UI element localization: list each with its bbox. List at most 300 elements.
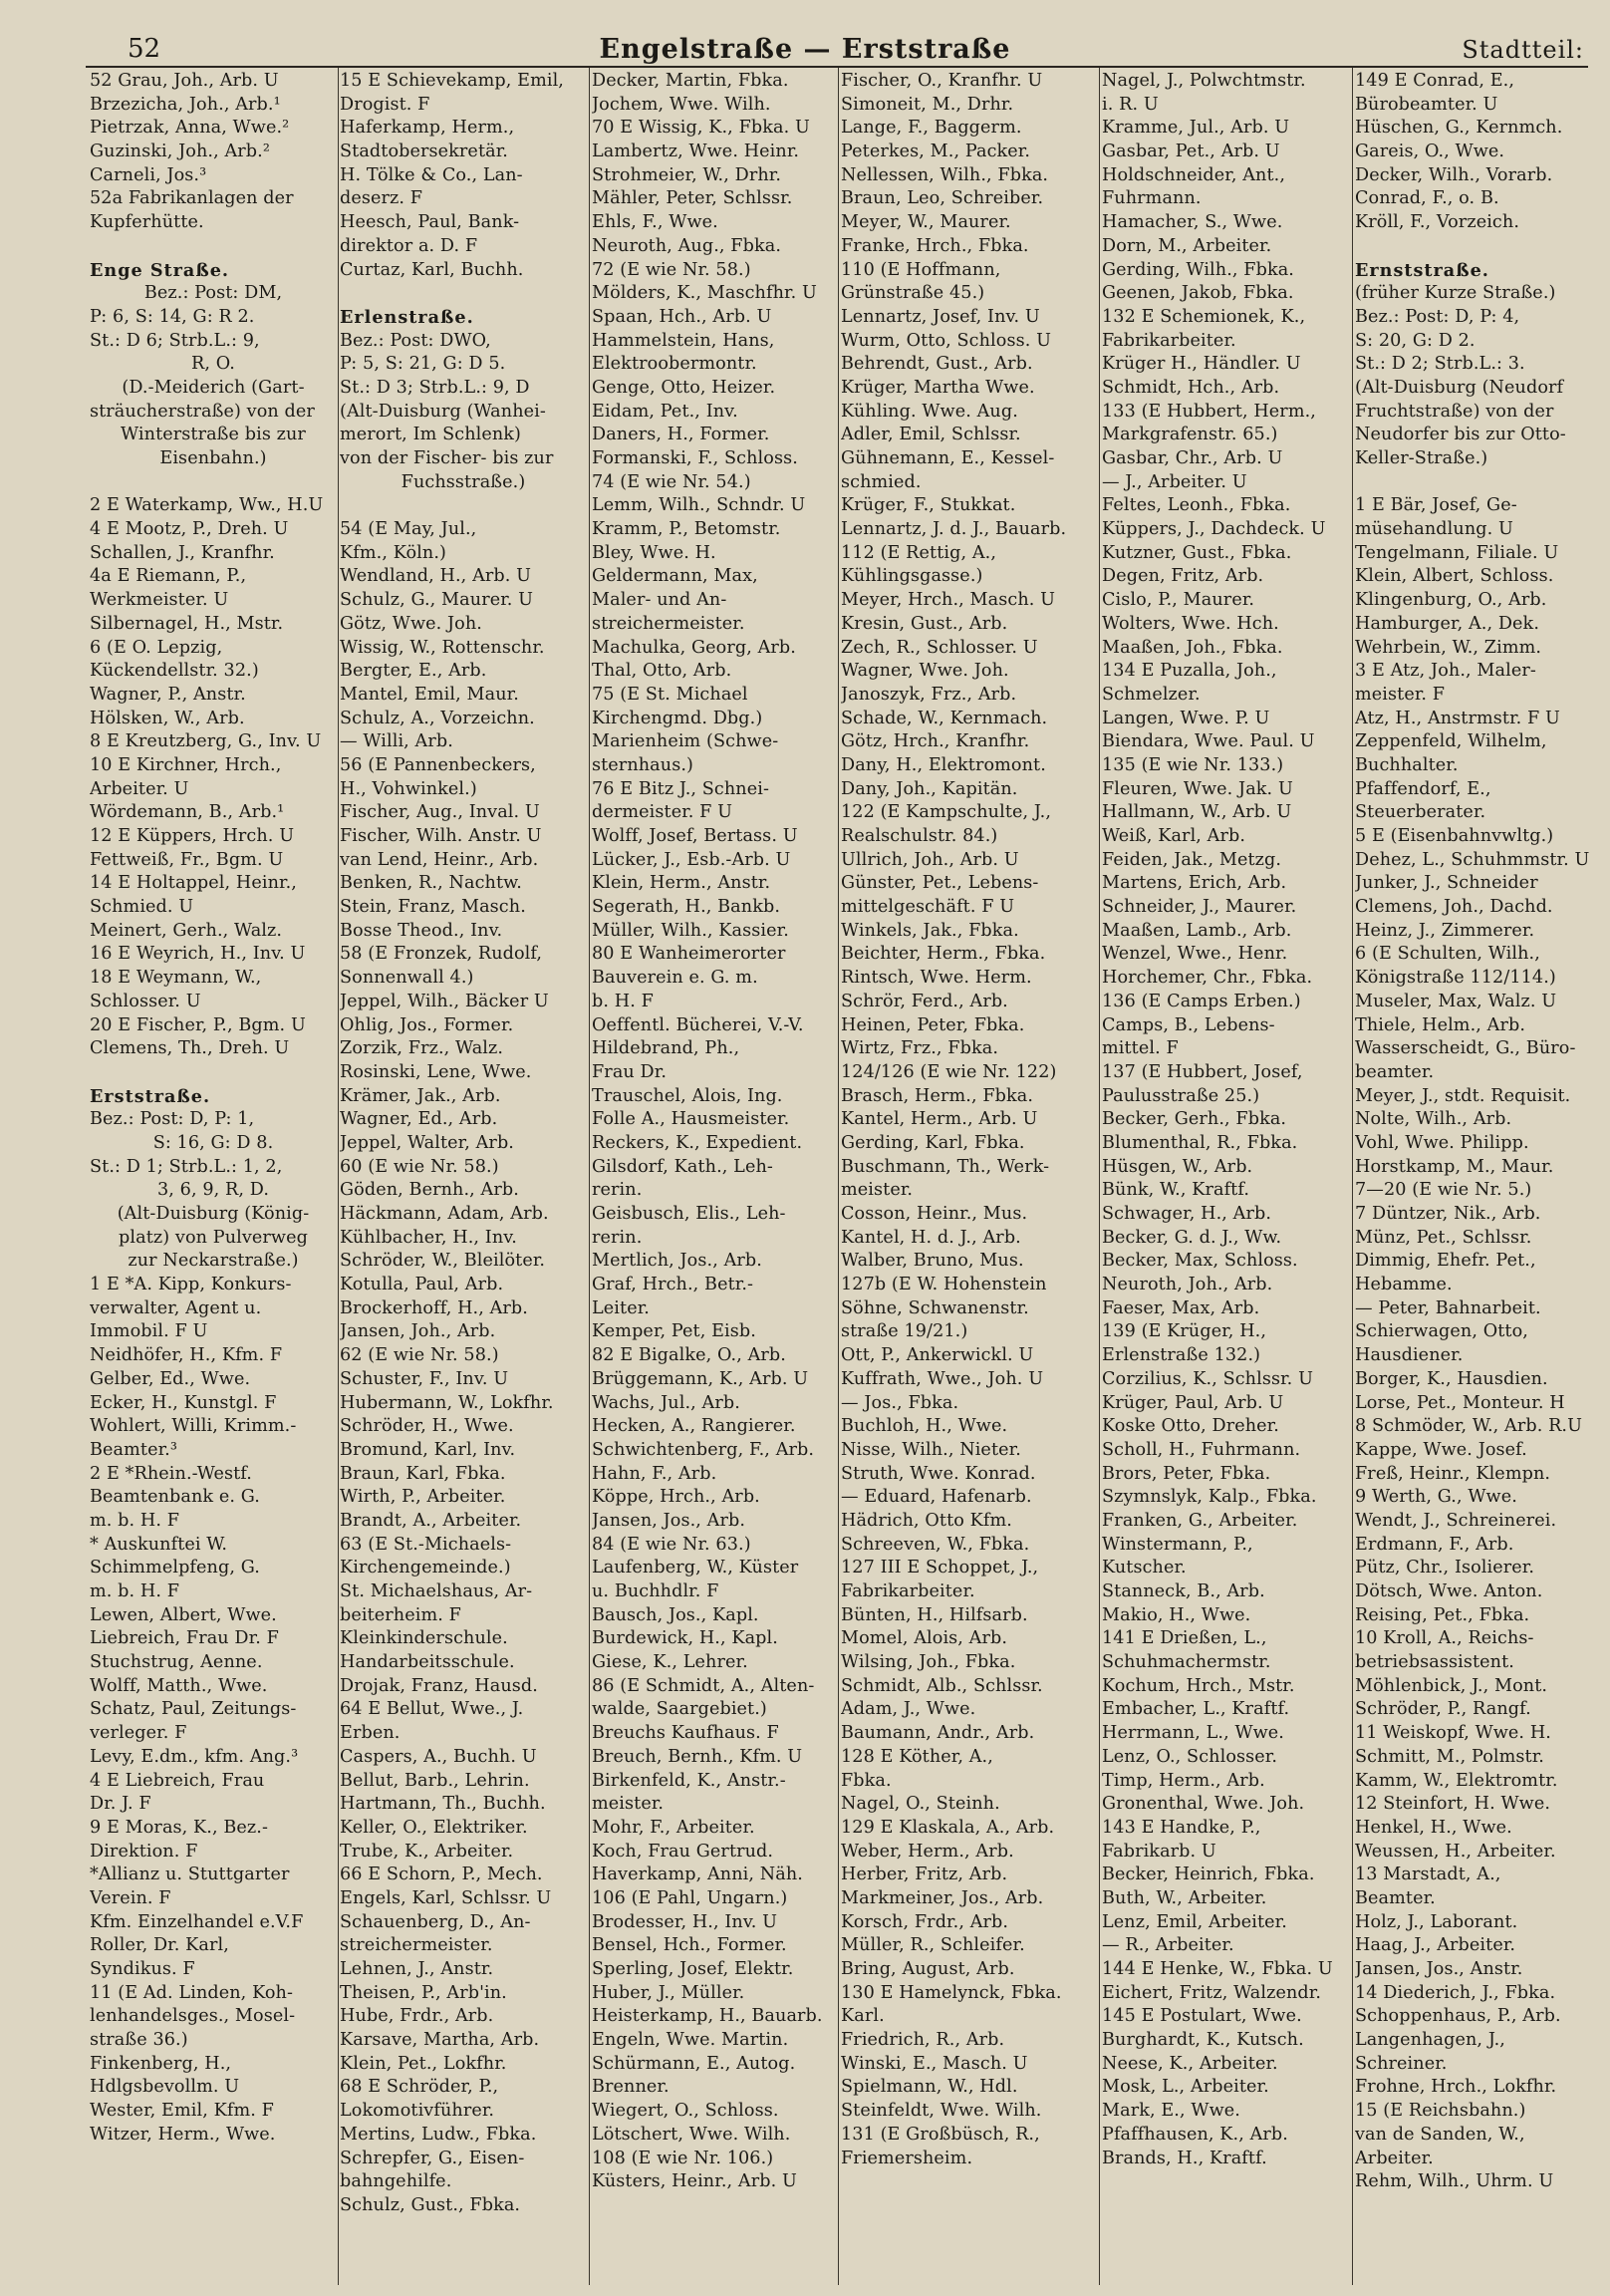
- directory-entry: Degen, Fritz, Arb.: [1102, 566, 1264, 587]
- directory-entry: Horstkamp, M., Maur.: [1355, 1156, 1554, 1177]
- directory-entry: Lenz, O., Schlosser.: [1102, 1746, 1278, 1767]
- directory-entry: Mantel, Emil, Maur.: [340, 684, 519, 705]
- directory-entry: Brodesser, H., Inv. U: [592, 1911, 778, 1932]
- directory-entry: Gareis, O., Wwe.: [1355, 142, 1505, 162]
- directory-entry: Museler, Max, Walz. U: [1355, 991, 1557, 1011]
- directory-entry: Sperling, Josef, Elektr.: [592, 1959, 794, 1979]
- directory-entry: Wirth, P., Arbeiter.: [340, 1487, 506, 1508]
- directory-entry: Weber, Herm., Arb.: [841, 1841, 1014, 1862]
- directory-entry: — Willi, Arb.: [340, 731, 453, 752]
- directory-entry: Müller, R., Schleifer.: [841, 1935, 1025, 1956]
- directory-entry: Brzezicha, Joh., Arb.¹: [90, 94, 281, 115]
- directory-entry: Corzilius, K., Schlssr. U: [1102, 1368, 1313, 1389]
- directory-entry: Winkels, Jak., Fbka.: [841, 920, 1019, 941]
- directory-entry: Heesch, Paul, Bank-: [340, 212, 520, 233]
- directory-entry: 108 (E wie Nr. 106.): [592, 2148, 774, 2168]
- directory-entry: Pfaffhausen, K., Arb.: [1102, 2124, 1288, 2145]
- directory-entry: Jansen, Joh., Arb.: [340, 1321, 496, 1342]
- directory-entry: Silbernagel, H., Mstr.: [90, 613, 284, 634]
- directory-entry: Behrendt, Gust., Arb.: [841, 354, 1033, 375]
- directory-entry: Bergter, E., Arb.: [340, 661, 487, 682]
- directory-entry: Franke, Hrch., Fbka.: [841, 235, 1029, 256]
- directory-entry: 52a Fabrikanlagen der: [90, 188, 294, 209]
- directory-entry: Faeser, Max, Arb.: [1102, 1297, 1260, 1318]
- directory-entry: Lennartz, Josef, Inv. U: [841, 306, 1040, 327]
- directory-entry: 2 E *Rhein.-Westf.: [90, 1463, 252, 1484]
- directory-entry: Friemersheim.: [841, 2148, 973, 2168]
- directory-entry: Folle A., Hausmeister.: [592, 1109, 790, 1130]
- directory-entry: sternhaus.): [592, 754, 693, 775]
- directory-entry: 54 (E May, Jul.,: [340, 519, 477, 540]
- directory-entry: Breuchs Kaufhaus. F: [592, 1723, 779, 1744]
- directory-entry: 141 E Drießen, L.,: [1102, 1628, 1267, 1649]
- directory-entry: [90, 471, 337, 495]
- directory-entry: Herber, Fritz, Arb.: [841, 1865, 1008, 1885]
- directory-entry: 10 Kroll, A., Reichs-: [1355, 1628, 1534, 1649]
- directory-entry: S: 16, G: D 8.: [152, 1132, 274, 1153]
- directory-entry: 135 (E wie Nr. 133.): [1102, 754, 1284, 775]
- directory-entry: Reckers, K., Expedient.: [592, 1132, 803, 1153]
- directory-entry: Buth, W., Arbeiter.: [1102, 1887, 1267, 1908]
- directory-entry: Neidhöfer, H., Kfm. F: [90, 1345, 283, 1366]
- directory-entry: Becker, Gerh., Fbka.: [1102, 1109, 1287, 1130]
- directory-entry: Brockerhoff, H., Arb.: [340, 1297, 528, 1318]
- directory-entry: Dimmig, Ehefr. Pet.,: [1355, 1251, 1536, 1272]
- directory-entry: Meyer, J., stdt. Requisit.: [1355, 1085, 1571, 1106]
- street-heading: Enge Straße.: [90, 259, 230, 281]
- directory-entry: Fabrikarb. U: [1102, 1841, 1216, 1862]
- directory-entry: rerin.: [592, 1227, 643, 1248]
- directory-entry: [340, 282, 587, 306]
- directory-entry: Klein, Pet., Lokfhr.: [340, 2053, 507, 2074]
- directory-entry: Jansen, Jos., Arb.: [592, 1510, 746, 1531]
- directory-entry: Nellessen, Wilh., Fbka.: [841, 164, 1049, 185]
- directory-entry: meister.: [592, 1794, 665, 1815]
- directory-entry: Wendt, J., Schreinerei.: [1355, 1510, 1557, 1531]
- directory-entry: Fabrikarbeiter.: [1102, 330, 1236, 351]
- directory-entry: Struth, Wwe. Konrad.: [841, 1463, 1036, 1484]
- directory-entry: Kutzner, Gust., Fbka.: [1102, 542, 1292, 563]
- directory-entry: — Peter, Bahnarbeit.: [1355, 1297, 1541, 1318]
- directory-entry: Borger, K., Hausdien.: [1355, 1368, 1548, 1389]
- directory-entry: Stadtobersekretär.: [340, 142, 508, 162]
- directory-entry: Huber, J., Müller.: [592, 1982, 745, 2003]
- directory-entry: deserz. F: [340, 188, 423, 209]
- directory-entry: zur Neckarstraße.): [128, 1251, 299, 1272]
- directory-entry: 130 E Hamelynck, Fbka.: [841, 1982, 1062, 2003]
- directory-entry: Kühlingsgasse.): [841, 566, 983, 587]
- directory-entry: Fbka.: [841, 1770, 892, 1791]
- directory-entry: Wendland, H., Arb. U: [340, 566, 532, 587]
- column-divider: [1099, 68, 1100, 2285]
- directory-entry: von der Fischer- bis zur: [340, 448, 554, 468]
- directory-entry: Beamter.: [1355, 1887, 1436, 1908]
- directory-entry: Leiter.: [592, 1297, 650, 1318]
- directory-entry: Elektroobermontr.: [592, 354, 757, 375]
- directory-entry: Kühling. Wwe. Aug.: [841, 401, 1018, 422]
- directory-entry: Krüger, Paul, Arb. U: [1102, 1392, 1284, 1413]
- directory-entry: Schatz, Paul, Zeitungs-: [90, 1699, 297, 1720]
- directory-entry: Neese, K., Arbeiter.: [1102, 2053, 1278, 2074]
- directory-entry: Bez.: Post: D, P: 1,: [90, 1109, 255, 1130]
- directory-entry: Schlosser. U: [90, 991, 201, 1011]
- directory-entry: Schürmann, E., Autog.: [592, 2053, 796, 2074]
- directory-entry: Hausdiener.: [1355, 1345, 1464, 1366]
- directory-entry: 143 E Handke, P.,: [1102, 1817, 1261, 1838]
- directory-entry: Marienheim (Schwe-: [592, 731, 779, 752]
- directory-entry: 18 E Weymann, W.,: [90, 968, 262, 989]
- directory-entry: Brenner.: [592, 2077, 670, 2098]
- directory-entry: Reising, Pet., Fbka.: [1355, 1604, 1530, 1625]
- directory-entry: Strohmeier, W., Drhr.: [592, 164, 782, 185]
- directory-entry: Meyer, Hrch., Masch. U: [841, 590, 1056, 611]
- directory-entry: Gasbar, Chr., Arb. U: [1102, 448, 1283, 468]
- directory-entry: St.: D 3; Strb.L.: 9, D: [340, 377, 530, 398]
- directory-entry: Maler- und An-: [592, 590, 727, 611]
- directory-entry: Fabrikarbeiter.: [841, 1581, 975, 1601]
- directory-entry: Wolff, Matth., Wwe.: [90, 1675, 268, 1696]
- directory-entry: Erben.: [340, 1723, 401, 1744]
- directory-entry: Zorzik, Frz., Walz.: [340, 1038, 504, 1059]
- directory-entry: H., Vohwinkel.): [340, 778, 477, 799]
- directory-entry: Krüger, Martha Wwe.: [841, 377, 1035, 398]
- directory-entry: Keller, O., Elektriker.: [340, 1817, 528, 1838]
- directory-entry: Hecken, A., Rangierer.: [592, 1416, 796, 1437]
- directory-entry: 76 E Bitz J., Schnei-: [592, 778, 770, 799]
- street-heading: Ernststraße.: [1355, 259, 1489, 281]
- directory-entry: Kleinkinderschule.: [340, 1628, 508, 1649]
- directory-entry: [90, 1061, 337, 1085]
- directory-entry: müsehandlung. U: [1355, 519, 1513, 540]
- directory-entry: Lötschert, Wwe. Wilh.: [592, 2124, 791, 2145]
- directory-entry: Caspers, A., Buchh. U: [340, 1746, 537, 1767]
- directory-entry: Timp, Herm., Arb.: [1102, 1770, 1265, 1791]
- directory-entry: (Alt-Duisburg (Wanhei-: [340, 401, 546, 422]
- district-label: Stadtteil:: [1462, 36, 1584, 64]
- directory-entry: 127b (E W. Hohenstein: [841, 1275, 1047, 1295]
- directory-entry: Königstraße 112/114.): [1355, 968, 1556, 989]
- directory-entry: Wohlert, Willi, Krimm.-: [90, 1416, 297, 1437]
- directory-entry: Schröder, W., Bleilöter.: [340, 1251, 546, 1272]
- directory-entry: R, O.: [191, 354, 235, 375]
- directory-entry: Drojak, Franz, Hausd.: [340, 1675, 538, 1696]
- directory-entry: Hüsgen, W., Arb.: [1102, 1156, 1253, 1177]
- directory-entry: Genge, Otto, Heizer.: [592, 377, 776, 398]
- directory-entry: Buchloh, H., Wwe.: [841, 1416, 1008, 1437]
- directory-entry: Bausch, Jos., Kapl.: [592, 1604, 759, 1625]
- directory-entry: 6 (E O. Lepzig,: [90, 637, 223, 658]
- directory-entry: Neuroth, Aug., Fbka.: [592, 235, 782, 256]
- directory-entry: Nisse, Wilh., Nieter.: [841, 1439, 1021, 1460]
- directory-entry: Schrepfer, G., Eisen-: [340, 2148, 525, 2168]
- directory-entry: 3 E Atz, Joh., Maler-: [1355, 661, 1536, 682]
- directory-entry: Pfaffendorf, E.,: [1355, 778, 1491, 799]
- directory-entry: (Alt-Duisburg (Neudorf: [1355, 377, 1564, 398]
- directory-entry: Baumann, Andr., Arb.: [841, 1723, 1035, 1744]
- directory-entry: lenhandelsges., Mosel-: [90, 2006, 296, 2027]
- directory-entry: Pütz, Chr., Isolierer.: [1355, 1558, 1535, 1578]
- directory-entry: Frohne, Hrch., Lokfhr.: [1355, 2077, 1557, 2098]
- directory-entry: Braun, Karl, Fbka.: [340, 1463, 506, 1484]
- directory-entry: Schierwagen, Otto,: [1355, 1321, 1528, 1342]
- directory-entry: Kantel, H. d. J., Arb.: [841, 1227, 1021, 1248]
- directory-entry: Maaßen, Joh., Fbka.: [1102, 637, 1283, 658]
- directory-entry: Wachs, Jul., Arb.: [592, 1392, 740, 1413]
- directory-entry: 137 (E Hubbert, Josef,: [1102, 1061, 1303, 1082]
- directory-entry: Klein, Herm., Anstr.: [592, 873, 771, 894]
- directory-entry: Dany, H., Elektromont.: [841, 754, 1046, 775]
- directory-entry: Decker, Martin, Fbka.: [592, 71, 789, 91]
- directory-entry: Brandt, A., Arbeiter.: [340, 1510, 522, 1531]
- directory-entry: Klein, Albert, Schloss.: [1355, 566, 1554, 587]
- directory-entry: Kamm, W., Elektromtr.: [1355, 1770, 1558, 1791]
- directory-entry: Vohl, Wwe. Philipp.: [1355, 1132, 1529, 1153]
- directory-entry: Bez.: Post: DWO,: [340, 330, 491, 351]
- directory-entry: — R., Arbeiter.: [1102, 1935, 1234, 1956]
- directory-entry: m. b. H. F: [90, 1510, 180, 1531]
- directory-entry: 128 E Köther, A.,: [841, 1746, 993, 1767]
- directory-entry: 10 E Kirchner, Hrch.,: [90, 754, 282, 775]
- directory-entry: Hebamme.: [1355, 1275, 1453, 1295]
- directory-entry: Kresin, Gust., Arb.: [841, 613, 1008, 634]
- column-divider: [589, 68, 590, 2285]
- directory-entry: Zeppenfeld, Wilhelm,: [1355, 731, 1547, 752]
- directory-entry: — J., Arbeiter. U: [1102, 471, 1247, 492]
- directory-entry: m. b. H. F: [90, 1581, 180, 1601]
- directory-entry: Schoppenhaus, P., Arb.: [1355, 2006, 1561, 2027]
- directory-entry: Kutscher.: [1102, 1558, 1187, 1578]
- directory-entry: Drogist. F: [340, 94, 430, 115]
- directory-entry: Dötsch, Wwe. Anton.: [1355, 1581, 1543, 1601]
- directory-entry: Lehnen, J., Anstr.: [340, 1959, 494, 1979]
- column-2: [340, 70, 587, 2287]
- directory-entry: Geldermann, Max,: [592, 566, 758, 587]
- directory-entry: 144 E Henke, W., Fbka. U: [1102, 1959, 1333, 1979]
- directory-entry: beamter.: [1355, 1061, 1435, 1082]
- directory-entry: Schimmelpfeng, G.: [90, 1558, 260, 1578]
- directory-entry: 9 E Moras, K., Bez.-: [90, 1817, 269, 1838]
- directory-entry: Momel, Alois, Arb.: [841, 1628, 1008, 1649]
- directory-entry: Möhlenbick, J., Mont.: [1355, 1675, 1548, 1696]
- directory-entry: 13 Marstadt, A.,: [1355, 1865, 1501, 1885]
- directory-entry: Mähler, Peter, Schlssr.: [592, 188, 793, 209]
- directory-entry: Buschmann, Th., Werk-: [841, 1156, 1050, 1177]
- directory-entry: Brands, H., Kraftf.: [1102, 2148, 1267, 2168]
- directory-entry: Neuroth, Joh., Arb.: [1102, 1275, 1273, 1295]
- directory-entry: (D.-Meiderich (Gart-: [122, 377, 305, 398]
- directory-entry: Eisenbahn.): [159, 448, 267, 468]
- directory-entry: Guzinski, Joh., Arb.²: [90, 142, 270, 162]
- directory-entry: Wagner, Wwe. Joh.: [841, 661, 1009, 682]
- directory-entry: Curtaz, Karl, Buchh.: [340, 259, 524, 280]
- directory-entry: Haverkamp, Anni, Näh.: [592, 1865, 803, 1885]
- directory-entry: Camps, B., Lebens-: [1102, 1014, 1275, 1035]
- directory-entry: 58 (E Fronzek, Rudolf,: [340, 944, 543, 965]
- directory-entry: van Lend, Heinr., Arb.: [340, 849, 539, 870]
- directory-entry: platz) von Pulverweg: [119, 1227, 308, 1248]
- directory-entry: Handarbeitsschule.: [340, 1652, 515, 1673]
- directory-entry: 16 E Weyrich, H., Inv. U: [90, 944, 306, 965]
- directory-entry: 14 E Holtappel, Heinr.,: [90, 873, 297, 894]
- directory-entry: 1 E *A. Kipp, Konkurs-: [90, 1275, 292, 1295]
- directory-entry: Mölders, K., Maschfhr. U: [592, 283, 817, 304]
- directory-entry: Janoszyk, Frz., Arb.: [841, 684, 1017, 705]
- directory-entry: Lennartz, J. d. J., Bauarb.: [841, 519, 1067, 540]
- directory-entry: 139 (E Krüger, H.,: [1102, 1321, 1267, 1342]
- directory-entry: Pietrzak, Anna, Wwe.²: [90, 118, 290, 139]
- directory-entry: Kotulla, Paul, Arb.: [340, 1275, 504, 1295]
- directory-entry: Peterkes, M., Packer.: [841, 142, 1031, 162]
- directory-entry: Schallen, J., Kranfhr.: [90, 542, 275, 563]
- directory-entry: Embacher, L., Kraftf.: [1102, 1699, 1290, 1720]
- directory-entry: Becker, G. d. J., Ww.: [1102, 1227, 1282, 1248]
- directory-entry: Jansen, Jos., Anstr.: [1355, 1959, 1523, 1979]
- directory-entry: Markgrafenstr. 65.): [1102, 425, 1278, 445]
- directory-entry: Gronenthal, Wwe. Joh.: [1102, 1794, 1305, 1815]
- directory-entry: Kochum, Hrch., Mstr.: [1102, 1675, 1295, 1696]
- directory-entry: Schuster, F., Inv. U: [340, 1368, 509, 1389]
- directory-entry: Tengelmann, Filiale. U: [1355, 542, 1559, 563]
- directory-entry: Karl.: [841, 2006, 885, 2027]
- directory-entry: 7 Düntzer, Nik., Arb.: [1355, 1204, 1541, 1224]
- directory-entry: Kuffrath, Wwe., Joh. U: [841, 1368, 1044, 1389]
- directory-entry: van de Sanden, W.,: [1355, 2124, 1525, 2145]
- directory-entry: Schmelzer.: [1102, 684, 1201, 705]
- directory-entry: 9 Werth, G., Wwe.: [1355, 1487, 1517, 1508]
- directory-entry: 80 E Wanheimerorter: [592, 944, 786, 965]
- directory-entry: Lange, F., Baggerm.: [841, 118, 1022, 139]
- directory-entry: Nagel, J., Polwchtmstr.: [1102, 71, 1306, 91]
- directory-entry: Krüger, F., Stukkat.: [841, 495, 1016, 516]
- directory-entry: Buchhalter.: [1355, 754, 1459, 775]
- directory-entry: Wurm, Otto, Schloss. U: [841, 330, 1052, 351]
- directory-entry: Kückendellstr. 32.): [90, 661, 259, 682]
- directory-entry: 124/126 (E wie Nr. 122): [841, 1061, 1057, 1082]
- directory-entry: 8 E Kreutzberg, G., Inv. U: [90, 731, 322, 752]
- directory-entry: Kirchengmd. Dbg.): [592, 708, 763, 728]
- directory-entry: Makio, H., Wwe.: [1102, 1604, 1251, 1625]
- directory-entry: Küppers, J., Dachdeck. U: [1102, 519, 1326, 540]
- directory-entry: Schwager, H., Arb.: [1102, 1204, 1272, 1224]
- directory-entry: Formanski, F., Schloss.: [592, 448, 798, 468]
- directory-entry: Fischer, Aug., Inval. U: [340, 802, 540, 823]
- directory-entry: Hartmann, Th., Buchh.: [340, 1794, 546, 1815]
- directory-entry: Ullrich, Joh., Arb. U: [841, 849, 1019, 870]
- directory-entry: 134 E Puzalla, Joh.,: [1102, 661, 1277, 682]
- directory-entry: [1355, 471, 1598, 495]
- directory-entry: 11 (E Ad. Linden, Koh-: [90, 1982, 294, 2003]
- directory-entry: Breuch, Bernh., Kfm. U: [592, 1746, 803, 1767]
- directory-entry: Fruchtstraße) von der: [1355, 401, 1554, 422]
- directory-entry: — Eduard, Hafenarb.: [841, 1487, 1032, 1508]
- directory-entry: Bosse Theod., Inv.: [340, 920, 503, 941]
- directory-entry: Liebreich, Frau Dr. F: [90, 1628, 279, 1649]
- directory-entry: Wenzel, Wwe., Henr.: [1102, 944, 1288, 965]
- directory-entry: Birkenfeld, K., Anstr.-: [592, 1770, 786, 1791]
- directory-entry: Wiegert, O., Schloss.: [592, 2101, 779, 2122]
- directory-entry: Fuchsstraße.): [401, 471, 526, 492]
- directory-entry: Hölsken, W., Arb.: [90, 708, 245, 728]
- directory-entry: Oeffentl. Bücherei, V.-V.: [592, 1014, 804, 1035]
- directory-entry: 6 (E Schulten, Wilh.,: [1355, 944, 1540, 965]
- directory-entry: [340, 494, 587, 518]
- directory-entry: 82 E Bigalke, O., Arb.: [592, 1345, 786, 1366]
- directory-entry: Neudorfer bis zur Otto-: [1355, 425, 1566, 445]
- column-6: [1355, 70, 1598, 2287]
- directory-entry: Schauenberg, D., An-: [340, 1911, 531, 1932]
- directory-entry: Freß, Heinr., Klempn.: [1355, 1463, 1551, 1484]
- directory-entry: straße 19/21.): [841, 1321, 968, 1342]
- directory-entry: sträucherstraße) von der: [90, 401, 315, 422]
- directory-entry: streichermeister.: [592, 613, 745, 634]
- directory-entry: Brüggemann, K., Arb. U: [592, 1368, 809, 1389]
- directory-entry: Feiden, Jak., Metzg.: [1102, 849, 1282, 870]
- directory-entry: Bünk, W., Kraftf.: [1102, 1180, 1250, 1201]
- directory-entry: St. Michaelshaus, Ar-: [340, 1581, 533, 1601]
- directory-entry: beiterheim. F: [340, 1604, 461, 1625]
- directory-entry: Cosson, Heinr., Mus.: [841, 1204, 1028, 1224]
- directory-entry: 56 (E Pannenbeckers,: [340, 754, 536, 775]
- directory-entry: Segerath, H., Bankb.: [592, 897, 781, 918]
- directory-entry: Bromund, Karl, Inv.: [340, 1439, 516, 1460]
- directory-entry: Cislo, P., Maurer.: [1102, 590, 1255, 611]
- directory-entry: Trube, K., Arbeiter.: [340, 1841, 514, 1862]
- directory-entry: 74 (E wie Nr. 54.): [592, 471, 751, 492]
- directory-entry: Schmidt, Alb., Schlssr.: [841, 1675, 1043, 1696]
- directory-entry: Fettweiß, Fr., Bgm. U: [90, 849, 284, 870]
- directory-entry: Henkel, H., Wwe.: [1355, 1817, 1512, 1838]
- directory-entry: 4 E Liebreich, Frau: [90, 1770, 265, 1791]
- directory-entry: Schröder, P., Rangf.: [1355, 1699, 1531, 1720]
- directory-entry: Schuhmachermstr.: [1102, 1652, 1271, 1673]
- directory-entry: Jeppel, Wilh., Bäcker U: [340, 991, 549, 1011]
- directory-entry: 20 E Fischer, P., Bgm. U: [90, 1014, 306, 1035]
- directory-entry: (Alt-Duisburg (König-: [117, 1204, 310, 1224]
- directory-entry: Beichter, Herm., Fbka.: [841, 944, 1046, 965]
- directory-entry: 7—20 (E wie Nr. 5.): [1355, 1180, 1532, 1201]
- directory-entry: Rintsch, Wwe. Herm.: [841, 968, 1032, 989]
- directory-entry: Fuhrmann.: [1102, 188, 1202, 209]
- directory-entry: Mosk, L., Arbeiter.: [1102, 2077, 1269, 2098]
- directory-entry: Krüger H., Händler. U: [1102, 354, 1301, 375]
- directory-entry: Dorn, M., Arbeiter.: [1102, 235, 1272, 256]
- directory-entry: 4 E Mootz, P., Dreh. U: [90, 519, 289, 540]
- directory-entry: meister. F: [1355, 684, 1446, 705]
- page-header: [0, 34, 1610, 68]
- directory-entry: Markmeiner, Jos., Arb.: [841, 1887, 1044, 1908]
- directory-entry: Atz, H., Anstrmstr. F U: [1355, 708, 1560, 728]
- directory-entry: Jeppel, Walter, Arb.: [340, 1132, 514, 1153]
- directory-entry: Fleuren, Wwe. Jak. U: [1102, 778, 1293, 799]
- directory-entry: 64 E Bellut, Wwe., J.: [340, 1699, 524, 1720]
- directory-entry: dermeister. F U: [592, 802, 733, 823]
- directory-entry: Dany, Joh., Kapitän.: [841, 778, 1018, 799]
- directory-entry: 106 (E Pahl, Ungarn.): [592, 1887, 788, 1908]
- directory-entry: Scholl, H., Fuhrmann.: [1102, 1439, 1301, 1460]
- directory-entry: Götz, Wwe. Joh.: [340, 613, 482, 634]
- directory-entry: Wördemann, B., Arb.¹: [90, 802, 285, 823]
- directory-entry: Blumenthal, R., Fbka.: [1102, 1132, 1298, 1153]
- directory-entry: Mertins, Ludw., Fbka.: [340, 2124, 537, 2145]
- directory-entry: Jochem, Wwe. Wilh.: [592, 94, 771, 115]
- directory-entry: 52 Grau, Joh., Arb. U: [90, 71, 279, 91]
- directory-entry: [1355, 235, 1598, 259]
- directory-entry: 4a E Riemann, P.,: [90, 566, 247, 587]
- directory-entry: Nagel, O., Steinh.: [841, 1794, 1000, 1815]
- directory-entry: Witzer, Herm., Wwe.: [90, 2124, 276, 2145]
- directory-entry: Krämer, Jak., Arb.: [340, 1085, 501, 1106]
- directory-entry: Herrmann, L., Wwe.: [1102, 1723, 1285, 1744]
